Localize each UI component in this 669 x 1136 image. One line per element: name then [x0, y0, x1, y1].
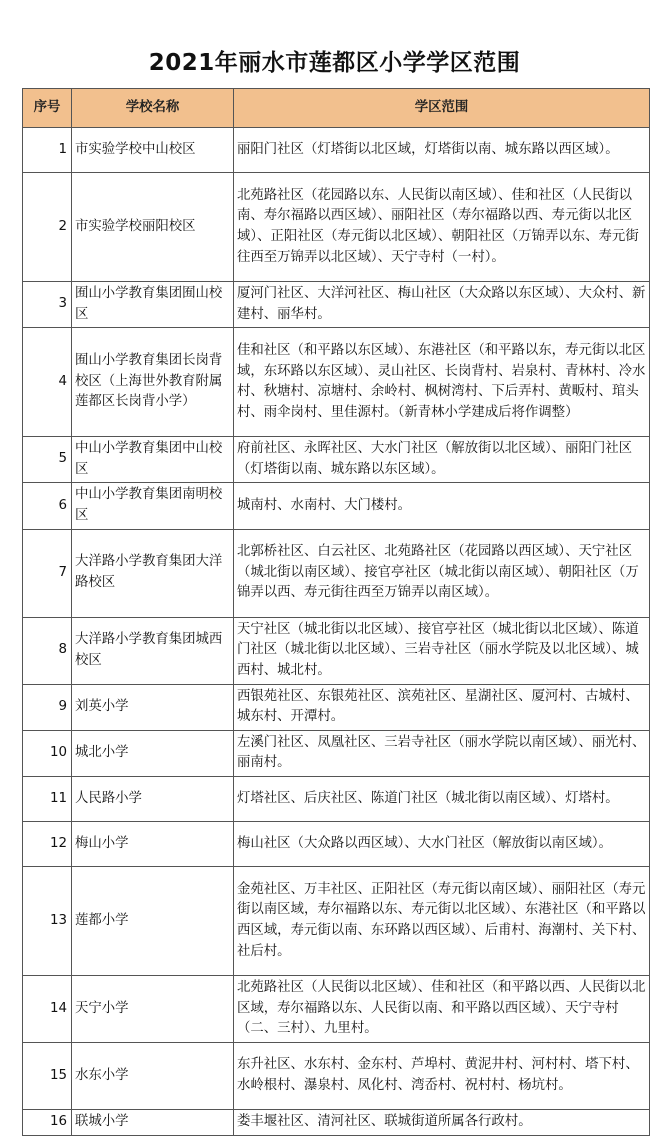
school-name: 市实验学校丽阳校区 — [72, 173, 234, 282]
table-row — [23, 821, 650, 866]
district-area: 东升社区、水东村、金东村、芦埠村、黄泥井村、河村村、塔下村、水岭根村、瀑泉村、凤化村、湾岙村、祝村村、杨坑村。 — [234, 1042, 650, 1109]
table-row — [23, 684, 650, 730]
table-row — [23, 128, 650, 173]
table-header-row — [23, 89, 650, 128]
school-name: 大洋路小学教育集团城西校区 — [72, 617, 234, 684]
table-row — [23, 975, 650, 1042]
row-number: 7 — [23, 529, 72, 617]
district-area: 丽阳门社区（灯塔街以北区域，灯塔街以南、城东路以西区域）。 — [234, 128, 650, 173]
school-name: 大洋路小学教育集团大洋路校区 — [72, 529, 234, 617]
district-area: 西银苑社区、东银苑社区、滨苑社区、星湖社区、厦河村、古城村、城东村、开潭村。 — [234, 684, 650, 730]
school-name: 水东小学 — [72, 1042, 234, 1109]
header-no: 序号 — [23, 89, 72, 128]
school-name: 梅山小学 — [72, 821, 234, 866]
table-row — [23, 483, 650, 529]
row-number: 9 — [23, 684, 72, 730]
row-number: 8 — [23, 617, 72, 684]
table-row — [23, 173, 650, 282]
row-number: 3 — [23, 282, 72, 328]
row-number: 4 — [23, 328, 72, 437]
school-name: 莲都小学 — [72, 866, 234, 975]
district-area: 城南村、水南村、大门楼村。 — [234, 483, 650, 529]
district-area: 北苑路社区（人民街以北区域）、佳和社区（和平路以西、人民街以北区域，寿尔福路以东、人民街以南、和平路以西区域）、天宁寺村（二、三村）、九里村。 — [234, 975, 650, 1042]
school-name: 中山小学教育集团中山校区 — [72, 437, 234, 483]
school-name: 市实验学校中山校区 — [72, 128, 234, 173]
table-body — [23, 128, 650, 1136]
table-row — [23, 1042, 650, 1109]
school-name: 囿山小学教育集团长岗背校区（上海世外教育附属莲都区长岗背小学） — [72, 328, 234, 437]
row-number: 6 — [23, 483, 72, 529]
table-row — [23, 437, 650, 483]
district-area: 金苑社区、万丰社区、正阳社区（寿元街以南区域）、丽阳社区（寿元街以南区域，寿尔福路以东、寿元街以北区域）、东港社区（和平路以西区域，寿元街以南、东环路以西区域）、后甫村、海潮村、关下村、社后村。 — [234, 866, 650, 975]
school-name: 联城小学 — [72, 1109, 234, 1135]
school-name: 中山小学教育集团南明校区 — [72, 483, 234, 529]
row-number: 13 — [23, 866, 72, 975]
table-row — [23, 328, 650, 437]
district-area: 厦河门社区、大洋河社区、梅山社区（大众路以东区域）、大众村、新建村、丽华村。 — [234, 282, 650, 328]
row-number: 14 — [23, 975, 72, 1042]
district-area: 北郭桥社区、白云社区、北苑路社区（花园路以西区域）、天宁社区（城北街以南区域）、接官亭社区（城北街以南区域）、朝阳社区（万锦弄以西、寿元街往西至万锦弄以南区域）。 — [234, 529, 650, 617]
district-area: 左溪门社区、凤凰社区、三岩寺社区（丽水学院以南区域）、丽光村、丽南村。 — [234, 730, 650, 776]
row-number: 11 — [23, 776, 72, 821]
table-row — [23, 1109, 650, 1135]
row-number: 1 — [23, 128, 72, 173]
district-area: 府前社区、永晖社区、大水门社区（解放街以北区域）、丽阳门社区（灯塔街以南、城东路以东区域）。 — [234, 437, 650, 483]
row-number: 5 — [23, 437, 72, 483]
school-district-table — [22, 88, 650, 1136]
school-name: 天宁小学 — [72, 975, 234, 1042]
district-area: 梅山社区（大众路以西区域）、大水门社区（解放街以南区域）。 — [234, 821, 650, 866]
district-area: 天宁社区（城北街以北区域）、接官亭社区（城北街以北区域）、陈道门社区（城北街以北区域）、三岩寺社区（丽水学院及以北区域）、城西村、城北村。 — [234, 617, 650, 684]
row-number: 15 — [23, 1042, 72, 1109]
header-school-name: 学校名称 — [72, 89, 234, 128]
district-area: 北苑路社区（花园路以东、人民街以南区域）、佳和社区（人民街以南、寿尔福路以西区域）、丽阳社区（寿尔福路以西、寿元街以北区域）、正阳社区（寿元街以北区域）、朝阳社区（万锦弄以东、寿元街往西至万锦弄以北区域）、天宁寺村（一村）。 — [234, 173, 650, 282]
table-row — [23, 529, 650, 617]
district-area: 佳和社区（和平路以东区域）、东港社区（和平路以东，寿元街以北区域，东环路以东区域）、灵山社区、长岗背村、岩泉村、青林村、冷水村、秋塘村、凉塘村、余岭村、枫树湾村、下后弄村、黄畈村、琯头村、雨伞岗村、里佳源村。（新青林小学建成后将作调整） — [234, 328, 650, 437]
row-number: 16 — [23, 1109, 72, 1135]
table-row — [23, 617, 650, 684]
school-name: 刘英小学 — [72, 684, 234, 730]
row-number: 2 — [23, 173, 72, 282]
table-row — [23, 866, 650, 975]
school-name: 人民路小学 — [72, 776, 234, 821]
table-row — [23, 282, 650, 328]
district-area: 娄丰堰社区、清河社区、联城街道所属各行政村。 — [234, 1109, 650, 1135]
header-district-area: 学区范围 — [234, 89, 650, 128]
row-number: 12 — [23, 821, 72, 866]
row-number: 10 — [23, 730, 72, 776]
document-title: 2021年丽水市莲都区小学学区范围 — [148, 50, 521, 76]
table-row — [23, 730, 650, 776]
district-area: 灯塔社区、后庆社区、陈道门社区（城北街以南区域）、灯塔村。 — [234, 776, 650, 821]
table-row — [23, 776, 650, 821]
school-name: 囿山小学教育集团囿山校区 — [72, 282, 234, 328]
school-name: 城北小学 — [72, 730, 234, 776]
